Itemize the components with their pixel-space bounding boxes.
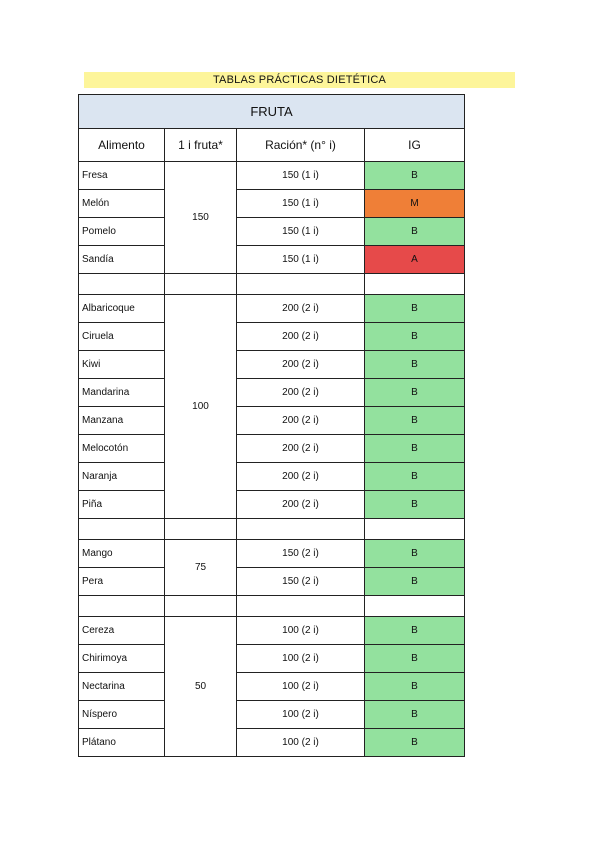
glycemic-index-badge: B <box>365 323 465 351</box>
ration-value: 200 (2 i) <box>237 295 365 323</box>
header-racion: Ración* (n° i) <box>237 129 365 162</box>
table-row <box>79 351 465 379</box>
food-name: Melón <box>79 190 165 218</box>
glycemic-index-badge: B <box>365 379 465 407</box>
table-row <box>79 540 465 568</box>
ration-value: 200 (2 i) <box>237 323 365 351</box>
fruit-grams: 50 <box>165 617 237 757</box>
glycemic-index-badge: B <box>365 162 465 190</box>
table-row <box>79 491 465 519</box>
spacer-cell <box>165 519 237 540</box>
ration-value: 100 (2 i) <box>237 617 365 645</box>
table-row <box>79 568 465 596</box>
ration-value: 100 (2 i) <box>237 701 365 729</box>
food-name: Chirimoya <box>79 645 165 673</box>
glycemic-index-badge: B <box>365 435 465 463</box>
spacer-row <box>79 596 465 617</box>
glycemic-index-badge: M <box>365 190 465 218</box>
food-name: Nectarina <box>79 673 165 701</box>
glycemic-index-badge: B <box>365 407 465 435</box>
ration-value: 150 (1 i) <box>237 162 365 190</box>
spacer-cell <box>365 274 465 295</box>
food-name: Manzana <box>79 407 165 435</box>
table-row <box>79 645 465 673</box>
glycemic-index-badge: B <box>365 491 465 519</box>
glycemic-index-badge: B <box>365 351 465 379</box>
fruit-grams: 75 <box>165 540 237 596</box>
spacer-cell <box>365 596 465 617</box>
glycemic-index-badge: A <box>365 246 465 274</box>
document-banner-title: TABLAS PRÁCTICAS DIETÉTICA <box>84 72 515 88</box>
ration-value: 200 (2 i) <box>237 435 365 463</box>
ration-value: 150 (1 i) <box>237 246 365 274</box>
spacer-cell <box>237 596 365 617</box>
spacer-cell <box>165 596 237 617</box>
ration-value: 200 (2 i) <box>237 463 365 491</box>
table-row <box>79 379 465 407</box>
ration-value: 100 (2 i) <box>237 645 365 673</box>
spacer-row <box>79 274 465 295</box>
food-name: Sandía <box>79 246 165 274</box>
fruit-grams: 150 <box>165 162 237 274</box>
glycemic-index-badge: B <box>365 568 465 596</box>
food-name: Kiwi <box>79 351 165 379</box>
food-name: Melocotón <box>79 435 165 463</box>
table-row <box>79 435 465 463</box>
ration-value: 200 (2 i) <box>237 491 365 519</box>
fruit-table <box>78 94 465 757</box>
fruit-grams: 100 <box>165 295 237 519</box>
header-ig: IG <box>365 129 465 162</box>
glycemic-index-badge: B <box>365 673 465 701</box>
table-row <box>79 323 465 351</box>
spacer-cell <box>165 274 237 295</box>
table-row <box>79 246 465 274</box>
table-row <box>79 729 465 757</box>
ration-value: 150 (1 i) <box>237 218 365 246</box>
ration-value: 100 (2 i) <box>237 729 365 757</box>
spacer-cell <box>79 596 165 617</box>
food-name: Mandarina <box>79 379 165 407</box>
glycemic-index-badge: B <box>365 645 465 673</box>
food-name: Pomelo <box>79 218 165 246</box>
header-alimento: Alimento <box>79 129 165 162</box>
glycemic-index-badge: B <box>365 295 465 323</box>
glycemic-index-badge: B <box>365 729 465 757</box>
spacer-row <box>79 519 465 540</box>
food-name: Pera <box>79 568 165 596</box>
ration-value: 200 (2 i) <box>237 407 365 435</box>
food-name: Mango <box>79 540 165 568</box>
food-name: Plátano <box>79 729 165 757</box>
ration-value: 100 (2 i) <box>237 673 365 701</box>
table-row <box>79 162 465 190</box>
spacer-cell <box>365 519 465 540</box>
table-row <box>79 218 465 246</box>
table-body <box>79 162 465 757</box>
table-row <box>79 407 465 435</box>
food-name: Naranja <box>79 463 165 491</box>
food-name: Ciruela <box>79 323 165 351</box>
glycemic-index-badge: B <box>365 218 465 246</box>
table-row <box>79 701 465 729</box>
table-row <box>79 295 465 323</box>
ration-value: 150 (2 i) <box>237 540 365 568</box>
ration-value: 150 (1 i) <box>237 190 365 218</box>
ration-value: 150 (2 i) <box>237 568 365 596</box>
food-name: Cereza <box>79 617 165 645</box>
spacer-cell <box>79 274 165 295</box>
food-name: Albaricoque <box>79 295 165 323</box>
table-row <box>79 673 465 701</box>
ration-value: 200 (2 i) <box>237 351 365 379</box>
glycemic-index-badge: B <box>365 617 465 645</box>
food-name: Piña <box>79 491 165 519</box>
spacer-cell <box>79 519 165 540</box>
food-name: Fresa <box>79 162 165 190</box>
food-name: Níspero <box>79 701 165 729</box>
ration-value: 200 (2 i) <box>237 379 365 407</box>
table-title: FRUTA <box>79 95 465 129</box>
glycemic-index-badge: B <box>365 463 465 491</box>
spacer-cell <box>237 274 365 295</box>
table-row <box>79 190 465 218</box>
header-fruta-gramos: 1 i fruta* <box>165 129 237 162</box>
table-row <box>79 463 465 491</box>
table-row <box>79 617 465 645</box>
spacer-cell <box>237 519 365 540</box>
glycemic-index-badge: B <box>365 540 465 568</box>
glycemic-index-badge: B <box>365 701 465 729</box>
